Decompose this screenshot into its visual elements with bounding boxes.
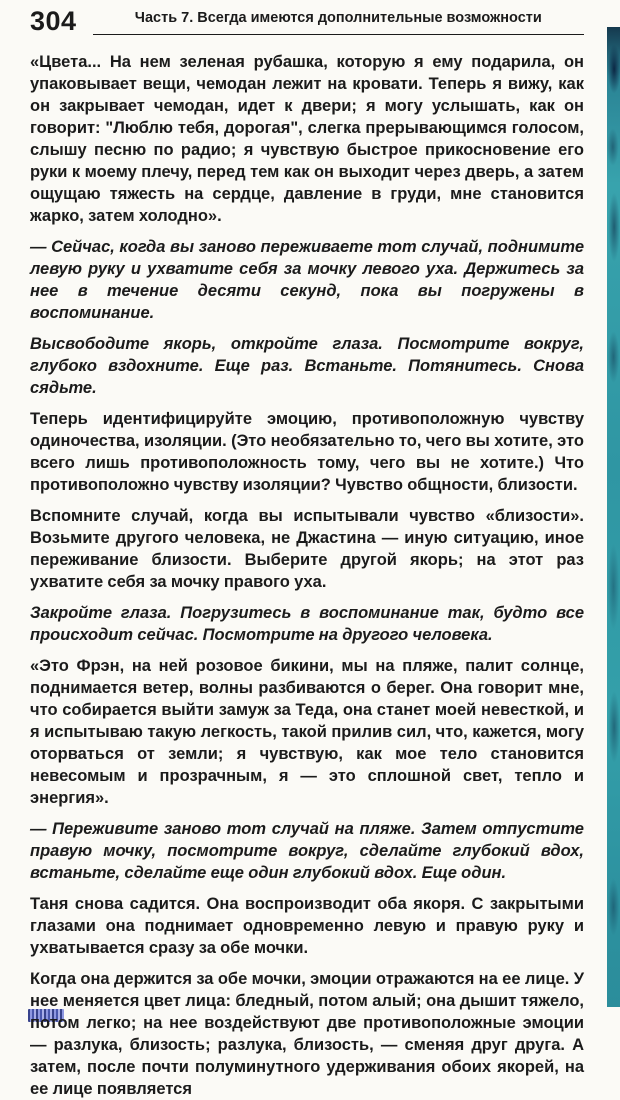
paragraph: «Это Фрэн, на ней розовое бикини, мы на пляже, палит солнце, поднимается ветер, волны разбиваются о берег. Она говорит мне, что собирается выйти замуж за Теда, она станет моей невесткой, и я испытываю такую легкость, такой прилив сил, что, кажется, могу оторваться от земли; я чувствую, как мое тело становится невесомым и прозрачным, я — это сплошной свет, тепло и энергия». — [30, 657, 584, 807]
paragraph: Высвободите якорь, откройте глаза. Посмотрите вокруг, глубоко вздохните. Еще раз. Встаньте. Потянитесь. Снова сядьте. — [30, 335, 584, 397]
page-header — [30, 8, 584, 35]
body-text — [30, 51, 584, 1100]
paragraph: Теперь идентифицируйте эмоцию, противоположную чувству одиночества, изоляции. (Это необязательно то, чего вы хотите, это всего лишь противоположность тому, чего вы не хотите.) Что противоположно чувству изоляции? Чувство общности, близости. — [30, 410, 584, 494]
paragraph: Таня снова садится. Она воспроизводит оба якоря. С закрытыми глазами она поднимает одновременно левую и правую руку и ухватывается сразу за обе мочки. — [30, 895, 584, 957]
paragraph: Когда она держится за обе мочки, эмоции отражаются на ее лице. У нее меняется цвет лица: бледный, потом алый; она дышит тяжело, потом легко; на нее воздействуют две противоположные эмоции — разлука, близость; разлука, близость, — сменяя друг друга. А затем, после почти полуминутного удерживания обоих якорей, на ее лице появляется — [30, 970, 584, 1098]
chapter-title: Часть 7. Всегда имеются дополнительные возможности — [93, 10, 584, 35]
paragraph: «Цвета... На нем зеленая рубашка, которую я ему подарила, он упаковывает вещи, чемодан лежит на кровати. Теперь я вижу, как он закрывает чемодан, идет к двери; я могу услышать, как он говорит: "Люблю тебя, дорогая", слегка прерывающимся голосом, слышу песню по радио; я чувствую быстрое прикосновение его руки к моему плечу, перед тем как он выходит через дверь, а затем ощущаю тяжесть на сердце, давление в груди, мне становится жарко, затем холодно». — [30, 53, 584, 225]
paragraph: — Сейчас, когда вы заново переживаете тот случай, поднимите левую руку и ухватите себя за мочку левого уха. Держитесь за нее в течение десяти секунд, пока вы погружены в воспоминание. — [30, 238, 584, 322]
paragraph: — Переживите заново тот случай на пляже. Затем отпустите правую мочку, посмотрите вокруг, сделайте глубокий вдох, встаньте, сделайте еще один глубокий вдох. Еще один. — [30, 820, 584, 882]
page-number: 304 — [30, 6, 77, 36]
paragraph: Вспомните случай, когда вы испытывали чувство «близости». Возьмите другого человека, не Джастина — иную ситуацию, иное переживание близости. Выберите другой якорь; на этот раз ухватите себя за мочку правого уха. — [30, 507, 584, 591]
paragraph: Закройте глаза. Погрузитесь в воспоминание так, будто все происходит сейчас. Посмотрите на другого человека. — [30, 604, 584, 644]
